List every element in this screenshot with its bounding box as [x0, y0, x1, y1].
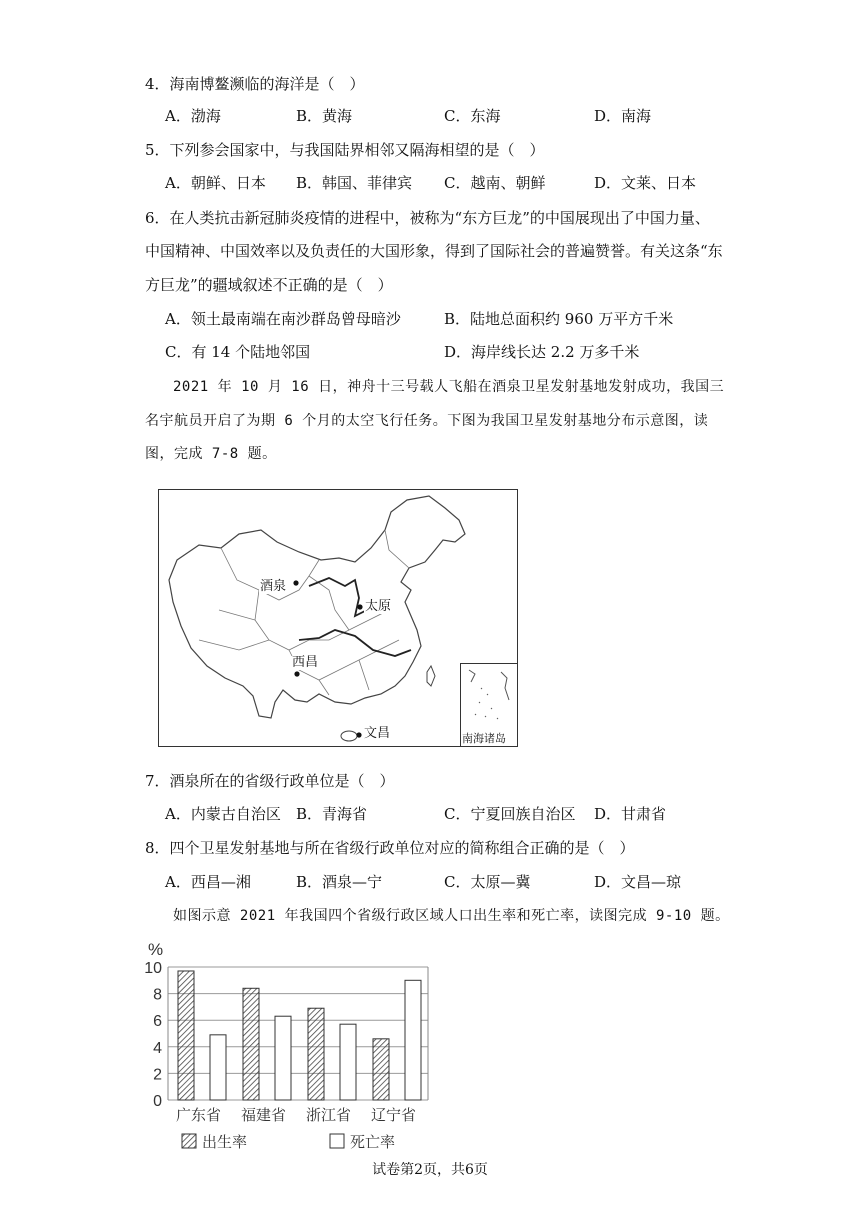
question-6-option-d[interactable]: D．海岸线长达 2.2 万多千米	[444, 343, 640, 361]
chart-x-tick-label: 辽宁省	[370, 1107, 417, 1124]
question-6-stem-line-1: 6．在人类抗击新冠肺炎疫情的进程中，被称为“东方巨龙”的中国展现出了中国力量、	[145, 209, 710, 227]
question-7-option-d[interactable]: D．甘肃省	[594, 805, 667, 823]
jiuquan-dot	[293, 580, 298, 585]
question-8-stem: 8．四个卫星发射基地与所在省级行政单位对应的简称组合正确的是（ ）	[145, 839, 635, 857]
question-5-option-a[interactable]: A．朝鲜、日本	[165, 174, 266, 192]
map-label-jiuquan: 酒泉	[260, 579, 287, 594]
question-5-option-c[interactable]: C．越南、朝鲜	[444, 174, 546, 192]
chart-bar-death-2	[340, 1024, 356, 1100]
question-5-stem: 5．下列参会国家中，与我国陆界相邻又隔海相望的是（ ）	[145, 141, 545, 159]
map-label-xichang: 西昌	[292, 655, 319, 670]
chart-bar-birth-1	[243, 988, 259, 1100]
chart-y-tick-label: 0	[153, 1093, 162, 1110]
taiyuan-dot	[357, 604, 362, 609]
question-8-option-d[interactable]: D．文昌—琼	[594, 873, 682, 891]
question-6-option-a[interactable]: A．领土最南端在南沙群岛曾母暗沙	[165, 310, 401, 328]
chart-y-tick-label: 6	[153, 1013, 162, 1031]
chart-x-tick-label: 浙江省	[305, 1107, 352, 1124]
question-6-stem-line-3: 方巨龙”的疆域叙述不正确的是（ ）	[145, 276, 393, 294]
south-china-sea-islands-icon	[461, 664, 517, 734]
chart-y-tick-label: 2	[153, 1066, 162, 1084]
question-4-option-a[interactable]: A．渤海	[165, 107, 221, 125]
question-7-option-b[interactable]: B．青海省	[296, 805, 368, 823]
chart-y-tick-label: 10	[144, 960, 162, 977]
question-6-option-b[interactable]: B．陆地总面积约 960 万平方千米	[444, 310, 674, 328]
chart-y-tick-label: 4	[153, 1039, 162, 1057]
question-4-stem: 4．海南博鳌濒临的海洋是（ ）	[145, 75, 365, 93]
inset-label: 南海诸岛	[462, 732, 506, 745]
chart-legend-swatch-0	[182, 1134, 196, 1148]
passage-7-8-line-1: 2021 年 10 月 16 日，神舟十三号载人飞船在酒泉卫星发射基地发射成功，我国三	[173, 379, 725, 395]
chart-bar-death-3	[405, 980, 421, 1100]
passage-7-8-line-3: 图，完成 7-8 题。	[145, 446, 277, 462]
chart-bar-death-1	[275, 1016, 291, 1100]
chart-y-axis-label: %	[148, 940, 164, 959]
chart-legend-label-1: 死亡率	[350, 1134, 396, 1151]
question-4-option-c[interactable]: C．东海	[444, 107, 501, 125]
chart-x-tick-label: 广东省	[175, 1107, 222, 1124]
question-7-stem: 7．酒泉所在的省级行政单位是（ ）	[145, 772, 395, 790]
chart-legend-swatch-1	[330, 1134, 344, 1148]
chart-legend-label-0: 出生率	[202, 1134, 248, 1151]
question-7-option-a[interactable]: A．内蒙古自治区	[165, 805, 281, 823]
map-label-wenchang: 文昌	[364, 726, 391, 741]
question-4-option-b[interactable]: B．黄海	[296, 107, 353, 125]
question-6-option-c[interactable]: C．有 14 个陆地邻国	[165, 343, 311, 361]
question-5-option-b[interactable]: B．韩国、菲律宾	[296, 174, 413, 192]
birth-death-rate-chart	[140, 935, 440, 1155]
xichang-dot	[294, 671, 299, 676]
chart-x-tick-label: 福建省	[240, 1107, 287, 1124]
launch-site-map	[158, 489, 518, 747]
passage-7-8-line-2: 名宇航员开启了为期 6 个月的太空飞行任务。下图为我国卫星发射基地分布示意图，读	[145, 413, 709, 429]
passage-9-10: 如图示意 2021 年我国四个省级行政区域人口出生率和死亡率，读图完成 9-10 题。	[173, 908, 730, 924]
question-7-option-c[interactable]: C．宁夏回族自治区	[444, 805, 576, 823]
wenchang-dot	[356, 732, 361, 737]
question-8-option-b[interactable]: B．酒泉—宁	[296, 873, 383, 891]
chart-bar-birth-2	[308, 1008, 324, 1100]
question-8-option-c[interactable]: C．太原—冀	[444, 873, 531, 891]
chart-y-tick-label: 8	[153, 986, 162, 1004]
map-label-taiyuan: 太原	[365, 599, 392, 614]
south-china-sea-inset	[460, 663, 517, 746]
page-footer: 试卷第2页，共6页	[372, 1162, 488, 1178]
question-5-option-d[interactable]: D．文莱、日本	[594, 174, 697, 192]
question-8-option-a[interactable]: A．西昌—湘	[165, 873, 251, 891]
chart-bar-death-0	[210, 1035, 226, 1100]
chart-bar-birth-3	[373, 1039, 389, 1100]
question-6-stem-line-2: 中国精神、中国效率以及负责任的大国形象，得到了国际社会的普遍赞誉。有关这条“东	[145, 242, 723, 260]
chart-bar-birth-0	[178, 971, 194, 1100]
question-4-option-d[interactable]: D．南海	[594, 107, 652, 125]
